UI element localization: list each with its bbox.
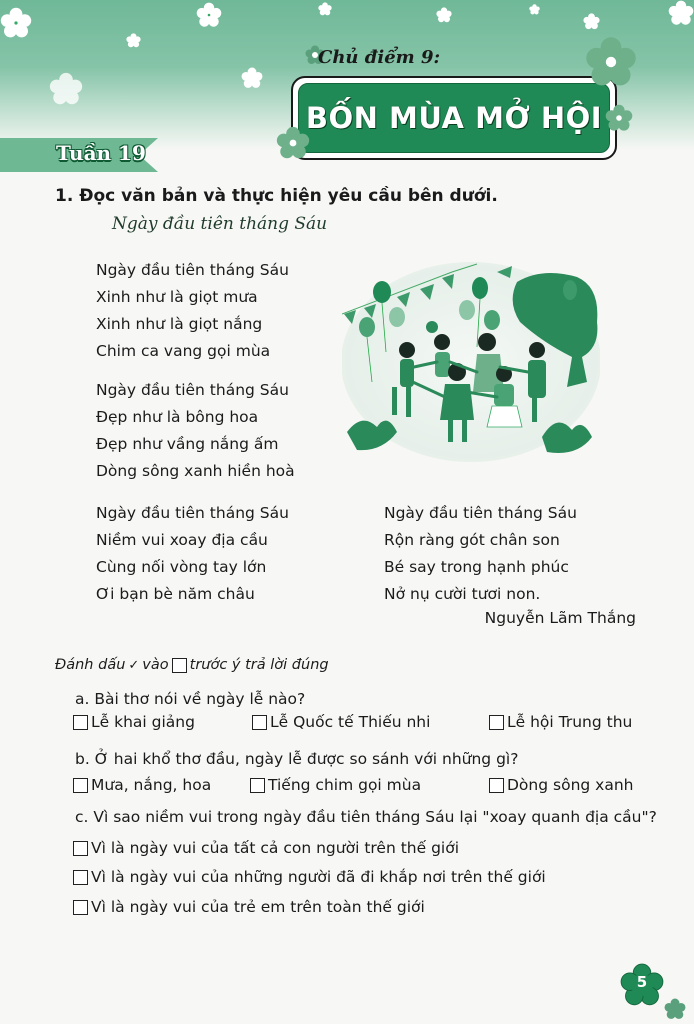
children-dancing-illustration [342,262,600,462]
answer-option[interactable] [73,839,459,857]
answer-checkbox[interactable] [489,715,504,730]
poem-stanza-2 [96,377,295,485]
checkbox-sample-icon [172,658,187,673]
topic-label: Chủ điểm 9: [318,47,441,68]
answer-option[interactable] [489,776,633,794]
theme-title-box [291,76,617,160]
check-mark-icon: ✓ [128,657,140,673]
flower-icon [585,34,637,90]
answer-label: Vì là ngày vui của tất cả con người trên thế giới [91,839,460,857]
poem-line: Dòng sông xanh hiền hoà [96,462,295,480]
flower-icon [126,33,141,48]
poem-line: Cùng nối vòng tay lớn [96,558,267,576]
flower-icon [436,7,452,23]
flower-icon [529,4,540,15]
question-b: b. Ở hai khổ thơ đầu, ngày lễ được so sánh với những gì? [75,750,519,768]
flower-icon [668,0,694,26]
answer-option[interactable] [73,776,211,794]
flower-icon [0,2,32,44]
poem-line: Xinh như là giọt nắng [96,315,263,333]
answer-label: Vì là ngày vui của trẻ em trên toàn thế giới [91,898,425,916]
answer-option[interactable] [73,713,195,731]
question-a: a. Bài thơ nói về ngày lễ nào? [75,690,306,708]
answer-label: Lễ Quốc tế Thiếu nhi [270,713,431,731]
question-c: c. Vì sao niềm vui trong ngày đầu tiên tháng Sáu lại "xoay quanh địa cầu"? [75,808,657,826]
poem-line: Rộn ràng gót chân son [384,531,560,549]
poem-line: Đẹp như là bông hoa [96,408,259,426]
poem-line: Ơi bạn bè năm châu [96,585,255,603]
poem-line: Ngày đầu tiên tháng Sáu [96,504,289,522]
flower-icon [241,67,263,89]
answer-label: Vì là ngày vui của những người đã đi khắp nơi trên thế giới [91,868,546,886]
answer-label: Mưa, nắng, hoa [91,776,212,794]
answer-label: Dòng sông xanh [507,776,634,794]
poem-line: Xinh như là giọt mưa [96,288,258,306]
answer-option[interactable] [252,713,430,731]
answer-label: Tiếng chim gọi mùa [268,776,422,794]
poem-author: Nguyễn Lãm Thắng [484,609,636,627]
page-number-badge [620,963,664,1007]
week-label: Tuần 19 [56,141,146,165]
poem-line: Ngày đầu tiên tháng Sáu [96,261,289,279]
flower-icon [318,2,332,16]
instruction-middle: vào [142,657,169,673]
poem-stanza-1 [96,257,289,365]
flower-icon [664,998,686,1020]
answer-checkbox[interactable] [73,778,88,793]
instruction-suffix: trước ý trả lời đúng [189,657,329,673]
flower-icon [48,72,84,106]
answer-checkbox[interactable] [73,841,88,856]
poem-stanza-3 [96,500,289,608]
poem-line: Ngày đầu tiên tháng Sáu [384,504,577,522]
flower-icon [276,124,310,162]
poem-line: Nở nụ cười tươi non. [384,585,541,603]
flower-icon [605,102,633,134]
poem-line: Niềm vui xoay địa cầu [96,531,268,549]
answer-option[interactable] [250,776,421,794]
poem-title: Ngày đầu tiên tháng Sáu [112,214,328,234]
page-number: 5 [636,973,648,991]
flower-icon [583,13,600,30]
instruction-line [55,657,329,673]
answer-checkbox[interactable] [73,870,88,885]
answer-option[interactable] [489,713,632,731]
poem-line: Đẹp như vầng nắng ấm [96,435,279,453]
answer-checkbox[interactable] [489,778,504,793]
poem-line: Ngày đầu tiên tháng Sáu [96,381,289,399]
answer-checkbox[interactable] [73,900,88,915]
exercise-heading: 1. Đọc văn bản và thực hiện yêu cầu bên dưới. [55,186,498,206]
poem-line: Bé say trong hạnh phúc [384,558,569,576]
answer-option[interactable] [73,898,425,916]
answer-label: Lễ khai giảng [91,713,195,731]
answer-label: Lễ hội Trung thu [507,713,633,731]
theme-title: BỐN MÙA MỞ HỘI [305,101,603,135]
answer-checkbox[interactable] [73,715,88,730]
answer-checkbox[interactable] [250,778,265,793]
answer-option[interactable] [73,868,546,886]
poem-stanza-4 [384,500,577,608]
instruction-prefix: Đánh dấu [55,657,126,673]
poem-line: Chim ca vang gọi mùa [96,342,271,360]
answer-checkbox[interactable] [252,715,267,730]
flower-icon [196,2,222,28]
